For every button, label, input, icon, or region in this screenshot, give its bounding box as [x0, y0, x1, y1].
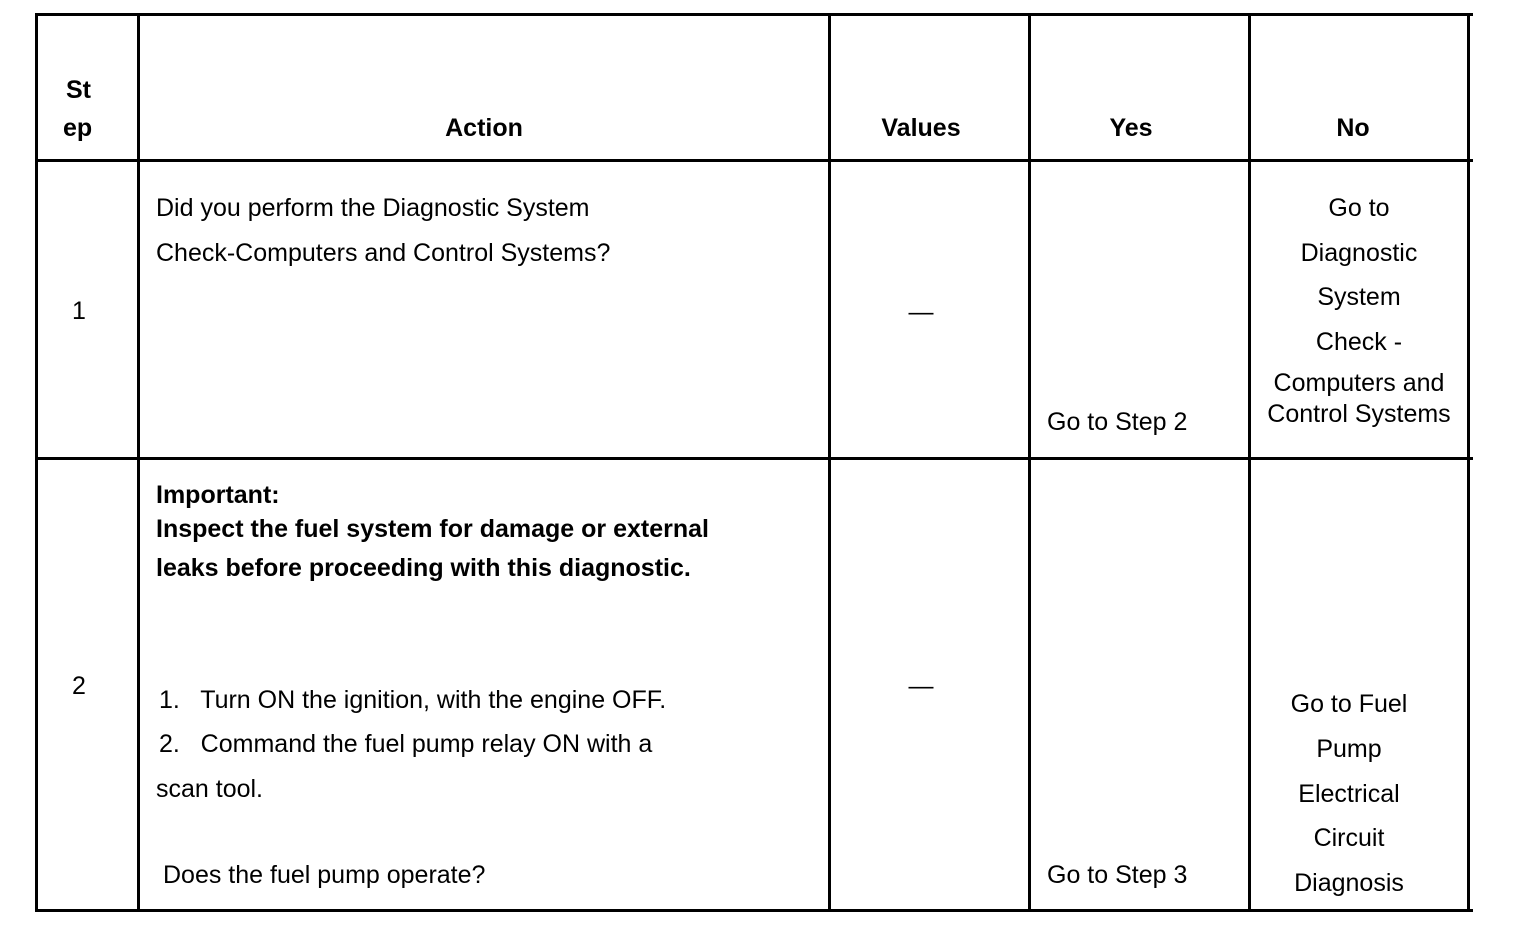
step-number: 2 [72, 672, 86, 700]
no-line: Computers and [1273, 369, 1445, 397]
header-step-line2: ep [63, 114, 93, 142]
value-dash: — [908, 298, 934, 326]
no-outcome [1251, 682, 1447, 906]
procedure-step-1: 1. Turn ON the ignition, with the engine OFF. [159, 686, 667, 714]
table-border-left [35, 13, 38, 912]
no-line: Go to [1328, 194, 1390, 222]
no-line: Control Systems [1267, 400, 1451, 428]
question-text: Does the fuel pump operate? [163, 861, 486, 889]
yes-outcome: Go to Step 3 [1047, 861, 1188, 889]
column-divider-action [828, 13, 831, 912]
no-line: Circuit [1313, 824, 1385, 853]
column-divider-step [137, 13, 140, 912]
important-line: leaks before proceeding with this diagnostic. [156, 554, 691, 582]
header-divider [35, 159, 1473, 162]
important-label: Important: [156, 481, 280, 509]
procedure-step-2-continued: scan tool. [156, 775, 264, 803]
no-line: System [1317, 283, 1401, 311]
header-no: No [1336, 114, 1370, 142]
table-border-top [35, 13, 1473, 16]
no-line: Diagnosis [1294, 869, 1404, 898]
header-step-line1: St [66, 76, 91, 104]
header-values: Values [881, 114, 961, 142]
important-note [156, 510, 709, 588]
no-line: Go to Fuel [1290, 690, 1408, 718]
yes-outcome: Go to Step 2 [1047, 408, 1188, 436]
procedure-step-2: 2. Command the fuel pump relay ON with a [159, 730, 653, 758]
action-line: Check-Computers and Control Systems? [156, 239, 611, 267]
step-number: 1 [72, 297, 86, 325]
row-divider [35, 457, 1473, 460]
action-text [156, 186, 610, 276]
action-line: Did you perform the Diagnostic System [156, 194, 590, 222]
no-line: Pump [1316, 734, 1382, 763]
header-action: Action [445, 114, 523, 142]
no-outcome [1251, 186, 1467, 429]
table-border-bottom [35, 909, 1473, 912]
value-dash: — [908, 672, 934, 700]
header-yes: Yes [1109, 114, 1153, 142]
important-line: Inspect the fuel system for damage or external [156, 515, 709, 543]
column-divider-values [1028, 13, 1031, 912]
no-line: Electrical [1298, 779, 1400, 808]
no-line: Diagnostic [1300, 238, 1418, 267]
table-border-right [1467, 13, 1470, 912]
no-line: Check - [1315, 327, 1403, 356]
